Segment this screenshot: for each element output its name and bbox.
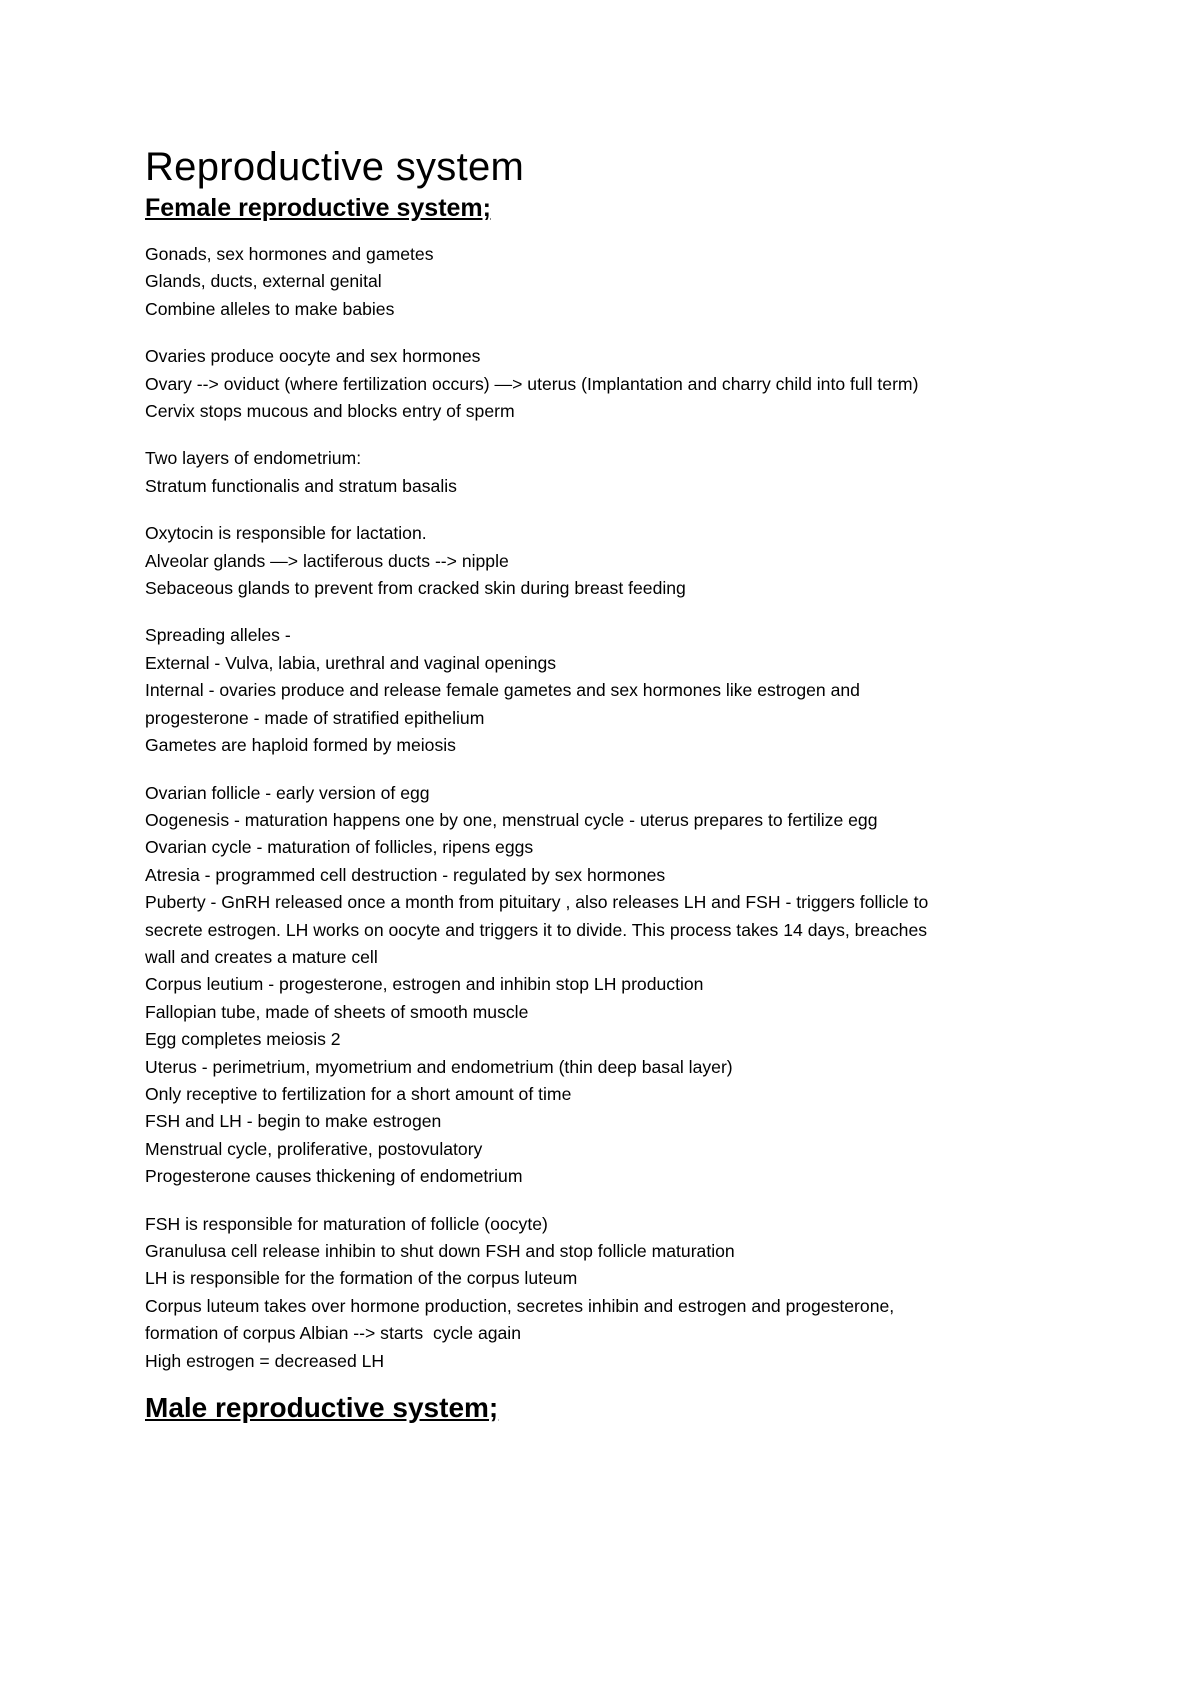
text-line: Gonads, sex hormones and gametes	[145, 244, 434, 264]
text-line: Corpus leutium - progesterone, estrogen and inhibin stop LH production	[145, 974, 704, 995]
text-line: External - Vulva, labia, urethral and vaginal openings	[145, 652, 557, 673]
text-line: FSH and LH - begin to make estrogen	[145, 1111, 442, 1132]
text-line: Ovarian cycle - maturation of follicles, ripens eggs	[145, 837, 534, 858]
text-line: Ovarian follicle - early version of egg	[145, 782, 430, 803]
text-line: Ovaries produce oocyte and sex hormones	[145, 346, 481, 367]
text-line: Fallopian tube, made of sheets of smooth muscle	[145, 1001, 529, 1022]
paragraph-block	[145, 520, 1105, 602]
text-line: Only receptive to fertilization for a short amount of time	[145, 1083, 572, 1104]
text-line: High estrogen = decreased LH	[145, 1350, 385, 1371]
paragraph-block	[145, 622, 1105, 759]
female-section-heading: Female reproductive system;	[145, 194, 491, 222]
male-section-heading: Male reproductive system;	[145, 1392, 499, 1424]
text-line: Cervix stops mucous and blocks entry of sperm	[145, 401, 515, 422]
text-line: Corpus luteum takes over hormone production, secretes inhibin and estrogen and progesterone,	[145, 1295, 895, 1316]
text-line: Oxytocin is responsible for lactation.	[145, 523, 427, 544]
text-line: Oogenesis - maturation happens one by one, menstrual cycle - uterus prepares to fertilize egg	[145, 809, 878, 830]
text-line: secrete estrogen. LH works on oocyte and triggers it to divide. This process takes 14 days, breaches	[145, 919, 928, 940]
text-line: Internal - ovaries produce and release female gametes and sex hormones like estrogen and	[145, 680, 860, 701]
text-line: LH is responsible for the formation of the corpus luteum	[145, 1268, 578, 1289]
paragraph-block	[145, 343, 1105, 425]
text-line: Alveolar glands —> lactiferous ducts --> nipple	[145, 550, 509, 571]
text-line: formation of corpus Albian --> starts cycle again	[145, 1323, 521, 1344]
page-title: Reproductive system	[145, 145, 525, 189]
text-line: Uterus - perimetrium, myometrium and endometrium (thin deep basal layer)	[145, 1056, 733, 1077]
female-section-body	[145, 241, 1105, 1375]
text-line: Egg completes meiosis 2	[145, 1029, 341, 1050]
text-line: Granulusa cell release inhibin to shut down FSH and stop follicle maturation	[145, 1241, 735, 1261]
paragraph-block	[145, 445, 1105, 500]
text-line: Combine alleles to make babies	[145, 298, 395, 319]
text-line: FSH is responsible for maturation of follicle (oocyte)	[145, 1213, 548, 1234]
text-line: Two layers of endometrium:	[145, 448, 362, 469]
text-line: Sebaceous glands to prevent from cracked skin during breast feeding	[145, 578, 686, 599]
text-line: Gametes are haploid formed by meiosis	[145, 735, 456, 756]
text-line: progesterone - made of stratified epithelium	[145, 707, 485, 728]
text-line: Atresia - programmed cell destruction - regulated by sex hormones	[145, 864, 666, 885]
text-line: Glands, ducts, external genital	[145, 271, 382, 292]
text-line: Stratum functionalis and stratum basalis	[145, 475, 457, 496]
paragraph-block	[145, 1211, 1105, 1375]
text-line: wall and creates a mature cell	[145, 946, 378, 967]
document-content	[145, 143, 1105, 1425]
text-line: Progesterone causes thickening of endometrium	[145, 1166, 523, 1187]
paragraph-block	[145, 241, 1105, 323]
text-line: Ovary --> oviduct (where fertilization occurs) —> uterus (Implantation and charry child into full term)	[145, 373, 919, 394]
text-line: Menstrual cycle, proliferative, postovulatory	[145, 1138, 483, 1159]
text-line: Spreading alleles -	[145, 625, 291, 646]
paragraph-block	[145, 780, 1105, 1191]
text-line: Puberty - GnRH released once a month from pituitary , also releases LH and FSH - triggers follicle to	[145, 892, 929, 913]
